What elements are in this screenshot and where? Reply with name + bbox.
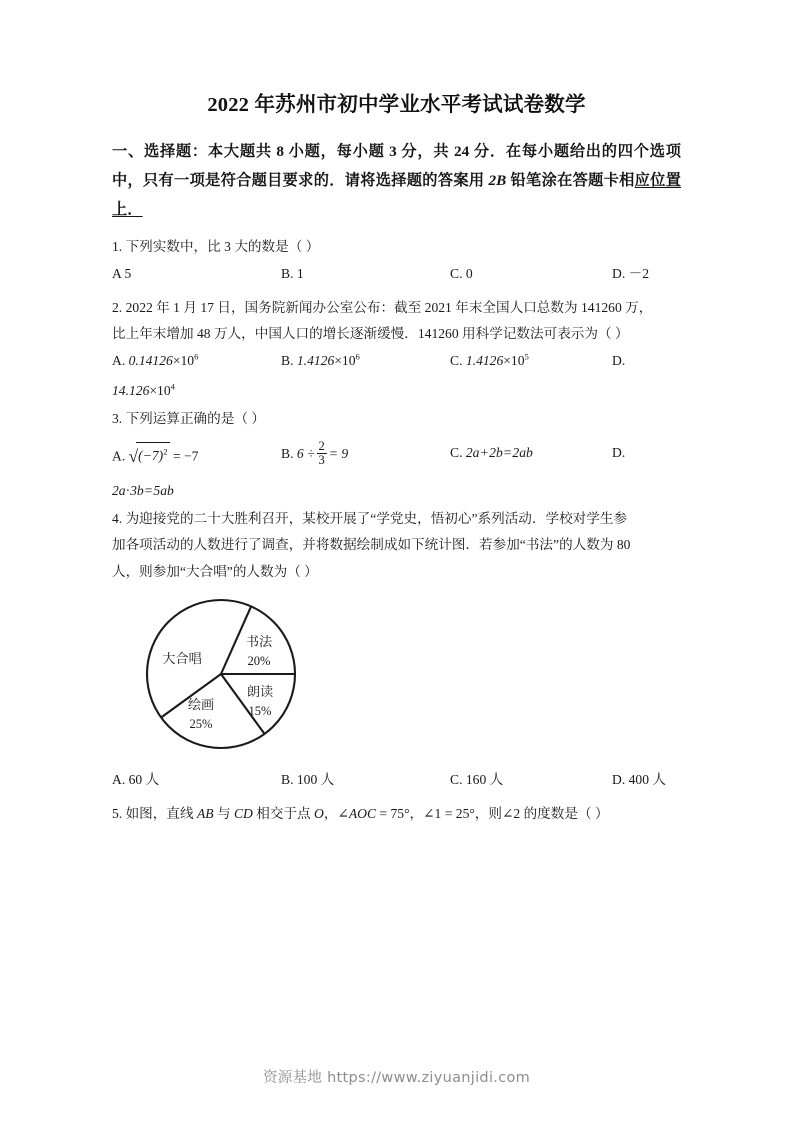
option-c-term-2: 2b bbox=[489, 445, 503, 461]
option-a-radicand: (−7) bbox=[138, 448, 164, 464]
question-4-stem-line-1: 4. 为迎接党的二十大胜利召开，某校开展了“学党史，悟初心”系列活动．学校对学生参 bbox=[112, 510, 628, 526]
question-4-option-a[interactable]: A. 60 人 bbox=[112, 772, 160, 788]
question-1-option-b[interactable]: B. 1 bbox=[281, 265, 304, 281]
question-1-option-a[interactable]: A 5 bbox=[112, 265, 132, 281]
option-c-equals: = bbox=[503, 445, 512, 461]
option-a-times: ×10 bbox=[172, 352, 195, 368]
option-d-times: ×10 bbox=[149, 382, 171, 398]
question-4-option-b[interactable]: B. 100 人 bbox=[281, 772, 335, 788]
option-a-radicand-exponent: 2 bbox=[163, 446, 168, 457]
question-1-options bbox=[112, 261, 681, 291]
question-2-option-d-prefix[interactable]: D. bbox=[612, 352, 626, 368]
option-d-result: 5ab bbox=[153, 483, 174, 499]
fraction-denominator: 3 bbox=[318, 453, 325, 468]
question-4-figure bbox=[112, 591, 681, 763]
option-d-mantissa: 14.126 bbox=[112, 382, 150, 398]
option-c-mantissa: 1.4126 bbox=[465, 352, 504, 368]
question-4-option-d[interactable]: D. 400 人 bbox=[612, 772, 666, 788]
fraction-two-thirds bbox=[317, 440, 327, 467]
option-c-exponent: 5 bbox=[524, 351, 529, 362]
question-5-line-cd: CD bbox=[233, 806, 253, 822]
question-4-stem-line-2: 加各项活动的人数进行了调查，并将数据绘制成如下统计图．若参加“书法”的人数为 80 bbox=[112, 537, 631, 553]
option-a-mantissa: 0.14126 bbox=[128, 352, 173, 368]
question-1-stem: 1. 下列实数中，比 3 大的数是（ ） bbox=[112, 239, 320, 255]
option-a-prefix: A. bbox=[112, 352, 126, 368]
option-c-prefix: C. bbox=[450, 352, 463, 368]
question-5-angle-aoc: AOC bbox=[348, 806, 377, 822]
question-3-stem: 3. 下列运算正确的是（ ） bbox=[112, 410, 265, 426]
question-2-option-b[interactable] bbox=[281, 348, 360, 375]
question-1-option-c[interactable]: C. 0 bbox=[450, 265, 473, 281]
question-5-stem bbox=[112, 801, 681, 828]
option-b-prefix: B. bbox=[281, 446, 294, 462]
pie-chart bbox=[129, 591, 329, 757]
pie-slice-label-hechang: 大合唱 bbox=[162, 651, 202, 667]
question-5-part-1: 5. 如图，直线 bbox=[112, 806, 197, 822]
footer-watermark bbox=[0, 1066, 793, 1087]
section-body-part1: 本大题共 8 小题，每小题 3 分，共 24 分．在每小题给出的四个选项中，只有一项是符合题目要求的．请将选择题的答案用 bbox=[112, 142, 681, 189]
option-a-exponent: 6 bbox=[194, 351, 199, 362]
question-2-option-d-continuation[interactable] bbox=[112, 378, 681, 404]
option-d-multiply-dot: · bbox=[125, 483, 131, 499]
question-2-stem-line-1: 2. 2022 年 1 月 17 日，国务院新闻办公室公布：截至 2021 年末全国人口总数为 141260 万， bbox=[112, 299, 653, 315]
fraction-numerator: 2 bbox=[318, 439, 325, 454]
question-2-option-a[interactable] bbox=[112, 348, 198, 375]
question-5-part-4: ，∠ bbox=[323, 806, 349, 822]
option-a-prefix: A. bbox=[112, 448, 126, 464]
question-3-option-a[interactable] bbox=[112, 440, 198, 474]
question-5 bbox=[112, 801, 681, 828]
question-5-part-5: = 75°，∠1 = 25°，则∠2 的度数是（ ） bbox=[376, 806, 609, 822]
question-5-part-3: 相交于点 bbox=[252, 806, 315, 822]
pie-slice-value-langdu: 15% bbox=[248, 704, 272, 719]
pie-slice-value-shufa: 20% bbox=[247, 654, 271, 669]
question-4-options bbox=[112, 767, 681, 797]
option-c-result: 2ab bbox=[512, 445, 533, 461]
pie-slice-label-huihua: 绘画 bbox=[187, 697, 215, 713]
option-b-mantissa: 1.4126 bbox=[296, 352, 335, 368]
question-1 bbox=[112, 234, 681, 291]
question-5-line-ab: AB bbox=[196, 806, 214, 822]
question-3-option-c[interactable] bbox=[450, 440, 533, 467]
question-3-option-b[interactable] bbox=[281, 440, 348, 468]
option-d-exponent: 4 bbox=[170, 381, 175, 392]
page-title: 2022 年苏州市初中学业水平考试试卷数学 bbox=[207, 94, 586, 116]
pie-slice-label-shufa: 书法 bbox=[245, 634, 273, 650]
question-1-option-d[interactable]: D. －2 bbox=[612, 265, 650, 281]
section-lead: 一、选择题： bbox=[112, 142, 208, 160]
question-2-stem-line-2: 比上年末增加 48 万人，中国人口的增长逐渐缓慢．141260 用科学记数法可表示为（ ） bbox=[112, 326, 629, 342]
option-d-term-1: 2a bbox=[112, 483, 126, 499]
option-b-times: ×10 bbox=[334, 352, 356, 368]
question-3-option-d-continuation[interactable] bbox=[112, 478, 681, 504]
option-b-exponent: 6 bbox=[355, 351, 360, 362]
pie-slice-value-huihua: 25% bbox=[189, 717, 213, 732]
watermark-site-name: 资源基地 bbox=[262, 1070, 323, 1086]
option-a-tail: = −7 bbox=[172, 448, 199, 464]
question-4-option-c[interactable]: C. 160 人 bbox=[450, 772, 504, 788]
question-5-point-o: O bbox=[314, 806, 324, 822]
option-c-prefix: C. bbox=[450, 445, 463, 461]
question-3 bbox=[112, 406, 681, 504]
question-2 bbox=[112, 295, 681, 404]
question-3-options bbox=[112, 432, 681, 478]
question-3-option-d-prefix[interactable]: D. bbox=[612, 445, 626, 461]
option-c-times: ×10 bbox=[503, 352, 525, 368]
question-5-part-2: 与 bbox=[213, 806, 234, 822]
option-c-term-1: 2a bbox=[465, 445, 480, 461]
option-d-term-2: 3b bbox=[130, 483, 144, 499]
question-4-stem-line-3: 人，则参加“大合唱”的人数为（ ） bbox=[112, 563, 318, 579]
section-emphasis-2b: 2B bbox=[488, 171, 507, 189]
section-underlined-text: 应位置上． bbox=[112, 171, 681, 219]
option-c-plus: + bbox=[480, 445, 489, 461]
option-b-tail: = 9 bbox=[328, 446, 349, 462]
watermark-url: https://www.ziyuanjidi.com bbox=[327, 1070, 531, 1086]
pie-slice-label-langdu: 朗读 bbox=[246, 684, 274, 700]
question-2-options bbox=[112, 348, 681, 378]
section-instructions bbox=[112, 137, 681, 225]
question-2-option-c[interactable] bbox=[450, 348, 529, 375]
section-body-part2: 铅笔涂在答题卡相 bbox=[506, 171, 635, 189]
option-b-prefix: B. bbox=[281, 352, 294, 368]
option-b-lead: 6 ÷ bbox=[296, 446, 315, 462]
question-4 bbox=[112, 506, 681, 798]
option-d-equals: = bbox=[144, 483, 153, 499]
sqrt-icon: $√(-7)^2$ bbox=[129, 440, 170, 474]
